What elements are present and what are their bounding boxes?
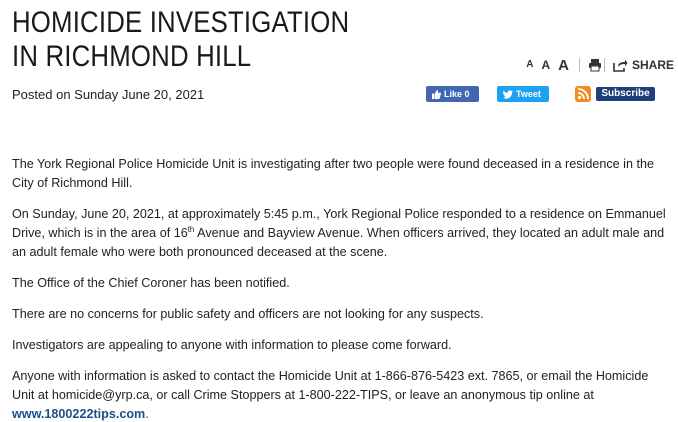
article-paragraph: The Office of the Chief Coroner has been notified.: [12, 276, 290, 290]
article-paragraph: There are no concerns for public safety and officers are not looking for any suspects.: [12, 307, 484, 321]
article-paragraph: The York Regional Police Homicide Unit is investigating after two people were found deceased in a residence in the City of Richmond Hill.: [12, 157, 654, 190]
subscribe-button[interactable]: Subscribe: [596, 87, 655, 101]
page-title: HOMICIDE INVESTIGATION IN RICHMOND HILL: [12, 6, 350, 73]
facebook-like-label: Like 0: [444, 89, 470, 99]
tweet-label: Tweet: [516, 89, 541, 99]
share-label: SHARE: [631, 58, 674, 72]
paragraph-text: Avenue and Bayview Avenue. When officers arrived, they located an adult male and an adult female who were both pronounced deceased at the scene.: [12, 226, 665, 259]
thumbs-up-icon: [432, 90, 441, 99]
twitter-bird-icon: [503, 90, 513, 99]
posted-date: Posted on Sunday June 20, 2021: [12, 87, 205, 102]
article-tools: [526, 56, 674, 74]
toolbar-divider: [604, 58, 605, 72]
article-paragraph: Investigators are appealing to anyone with information to please come forward.: [12, 338, 452, 352]
crime-stoppers-link[interactable]: www.1800222tips.com: [12, 407, 146, 421]
rss-icon[interactable]: [575, 86, 591, 102]
superscript: th: [187, 225, 195, 234]
article-paragraph: [12, 205, 674, 262]
tweet-button[interactable]: [497, 86, 549, 102]
article-body: [12, 155, 674, 422]
font-size-small-button[interactable]: A: [526, 59, 534, 70]
share-icon: [613, 59, 628, 72]
article-paragraph: [12, 367, 674, 422]
facebook-like-button[interactable]: [426, 86, 479, 102]
print-icon[interactable]: [588, 58, 602, 72]
font-size-large-button[interactable]: A: [558, 56, 569, 74]
paragraph-text: On Sunday, June 20, 2021, at approximately 5:45 p.m., York Regional Police responded to a residence on Emmanuel Drive, which is in the area of 16: [12, 207, 666, 240]
paragraph-text: Anyone with information is asked to contact the Homicide Unit at 1-866-876-5423 ext. 7865, or email the Homicide Unit at homicide@yrp.ca, or call Crime Stoppers at 1-800-222-TIPS, or leave an anonymous tip online at: [12, 369, 649, 402]
share-button[interactable]: [613, 58, 674, 72]
font-size-medium-button[interactable]: A: [541, 58, 551, 72]
paragraph-text: .: [145, 407, 149, 421]
toolbar-divider: [579, 58, 580, 72]
